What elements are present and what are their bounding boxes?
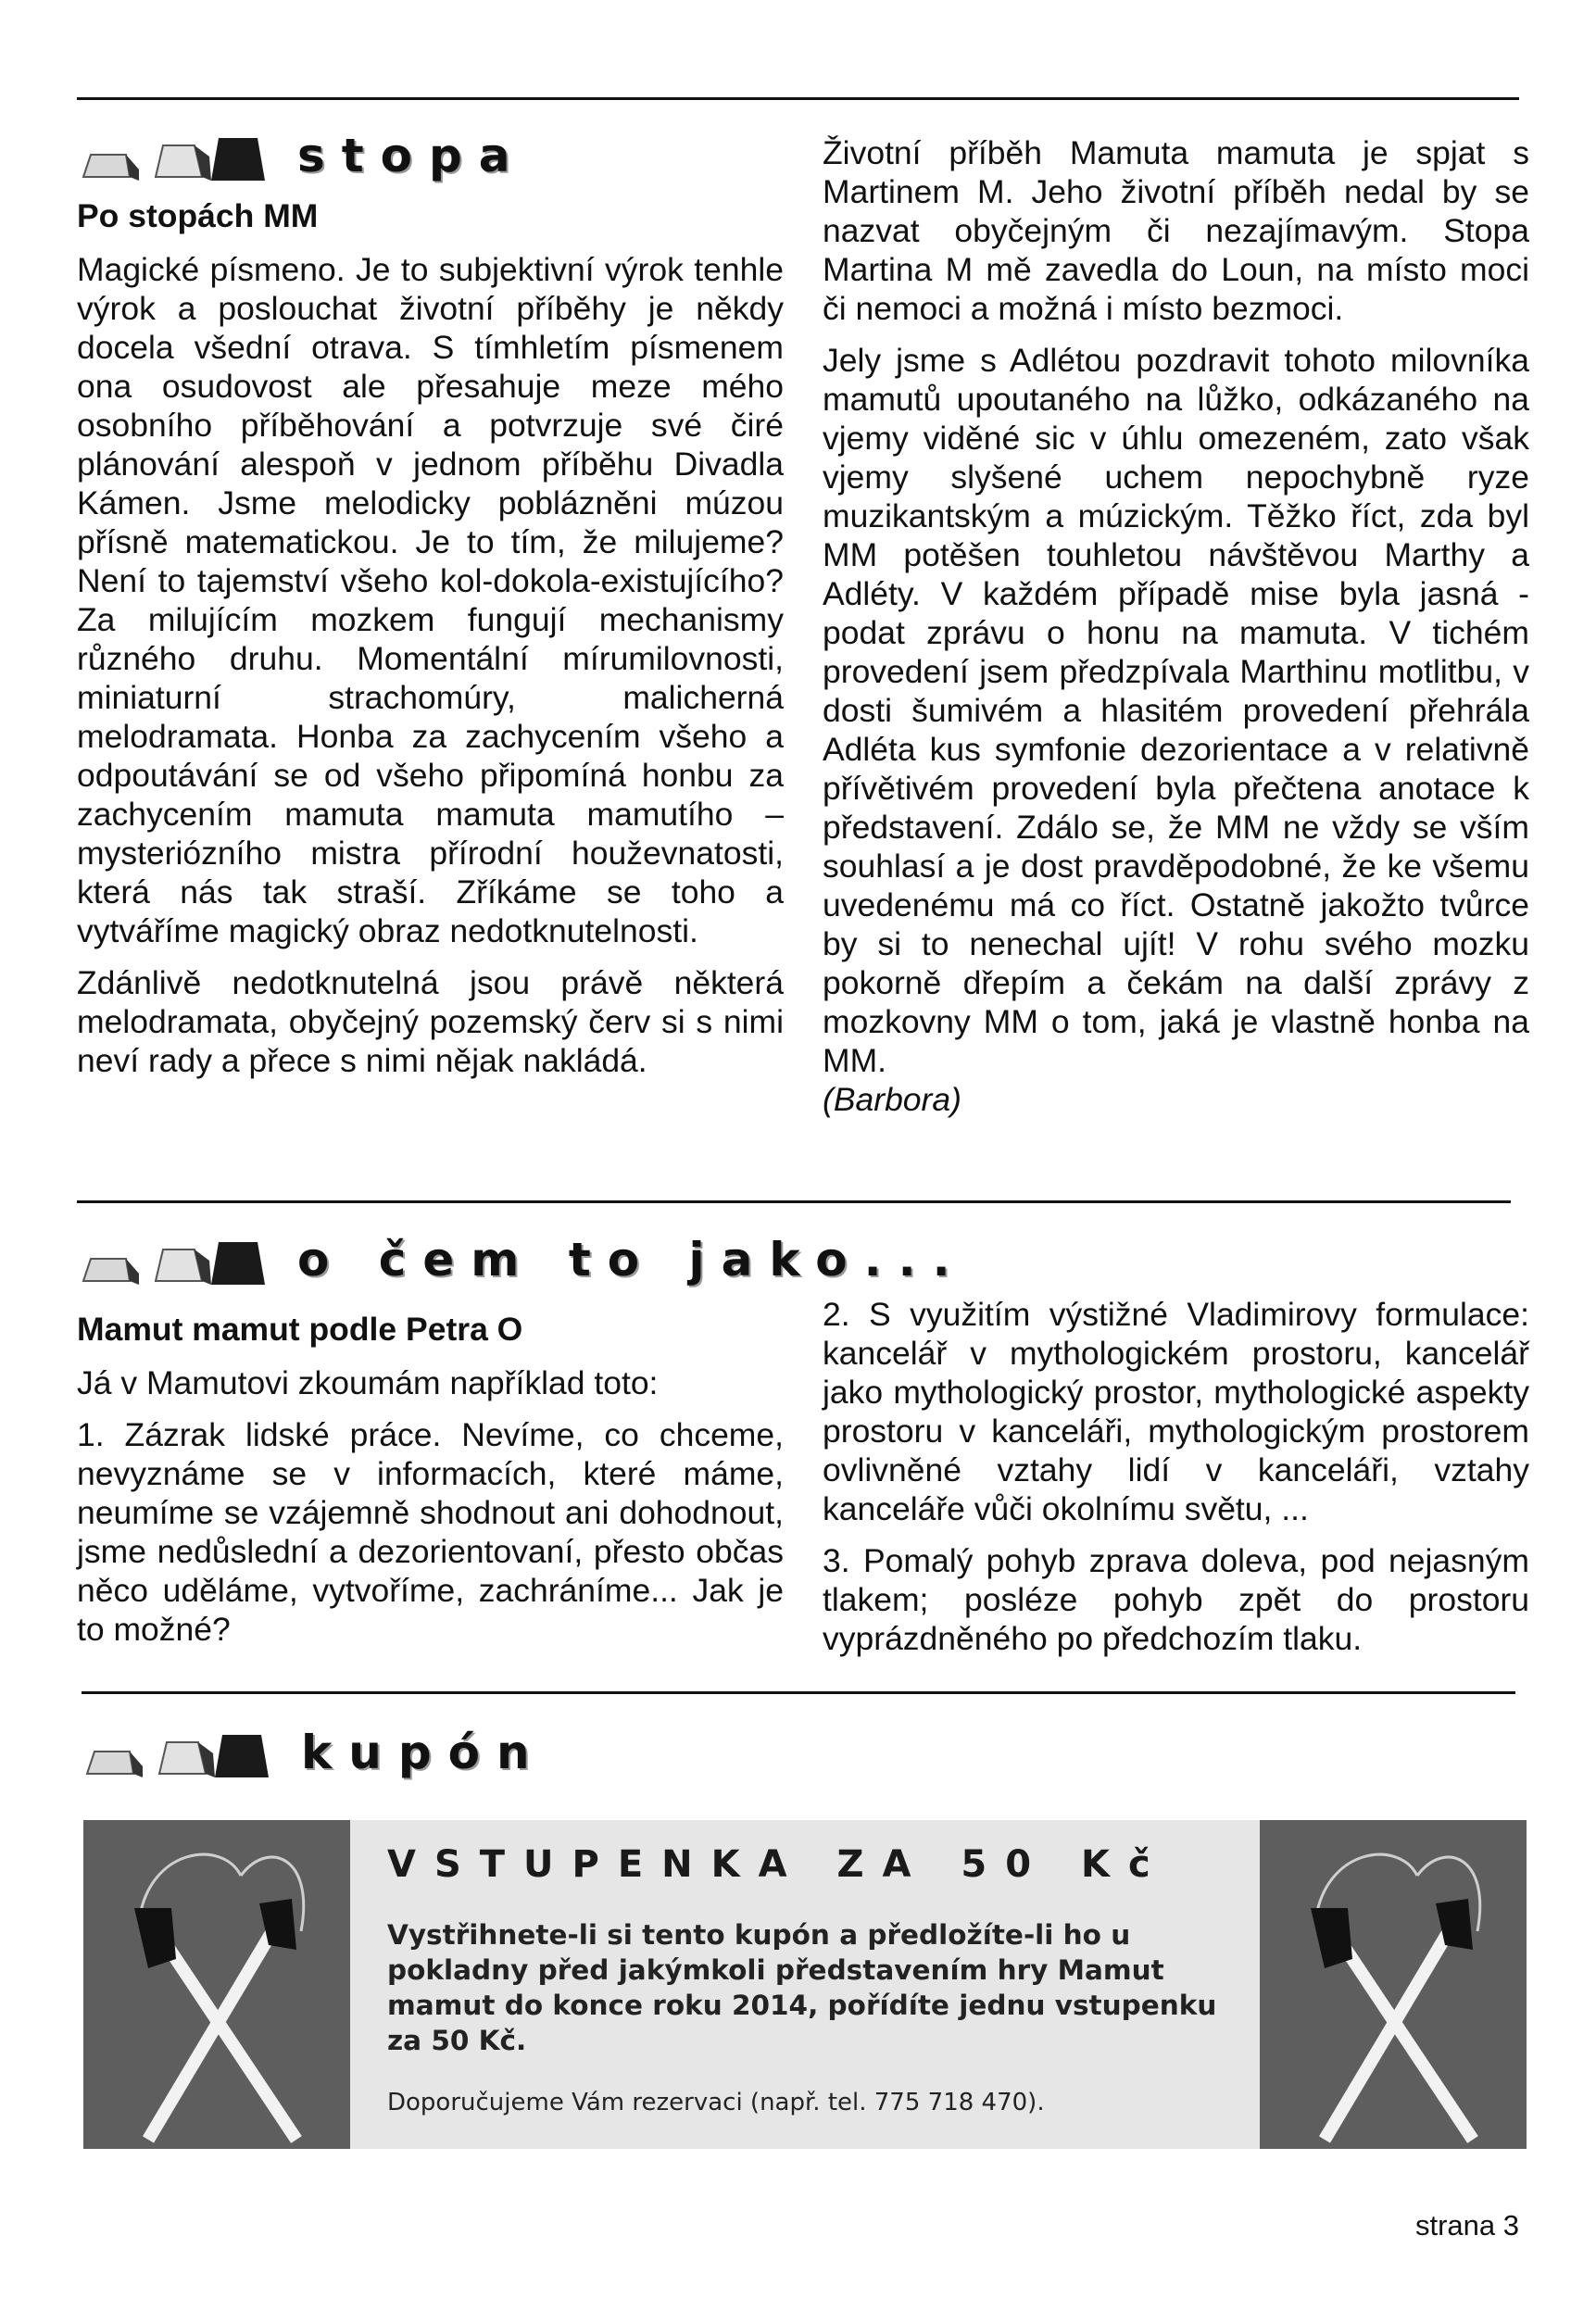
signature: (Barbora) (823, 1081, 961, 1118)
section-header-kupon (85, 1725, 547, 1780)
coupon[interactable] (83, 1820, 1527, 2149)
top-rule (77, 97, 1519, 100)
article-heading: Po stopách MM (77, 197, 319, 234)
decorative-blocks-icon (85, 1726, 294, 1779)
coupon-photo-left (83, 1820, 350, 2149)
ocem-right-column (823, 1295, 1529, 1671)
section-title-kupon: kupón (301, 1726, 547, 1779)
paragraph: 1. Zázrak lidské práce. Nevíme, co chceme, nevyznáme se v informacích, které máme, neumíme se vzájemně shodnout ani dohodnout, jsme nedůslední a dezorientovaní, přesto občas něco uděláme, vytvoříme, zachráníme... Jak je to možné? (77, 1416, 784, 1648)
paragraph: Jely jsme s Adlétou pozdravit tohoto milovníka mamutů upoutaného na lůžko, odkázaného na vjemy viděné sic v úhlu omezeném, zato však vjemy slyšené uchem nepochybně ryze muzikantským a múzickým. Těžko říct, zda byl MM potěšen touhletou návštěvou Marthy a Adléty. V každém případě mise byla jasná - podat zprávu o honu na mamuta. V tichém provedení jsem předzpívala Marthinu motlitbu, v dosti šumivém a hlasitém provedení přehrála Adléta kus symfonie dezorientace a v relativně přívětivém provedení byla přečtena anotace k představení. Zdálo se, že MM ne vždy se vším souhlasí a je dost pravděpodobné, že ke všemu uvedenému má co říct. Ostatně jakožto tvůrce by si to nenechal ujít! V rohu svého mozku pokorně dřepím a čekám na další zprávy z mozkovny MM o tom, jaká je vlastně honba na MM. (823, 342, 1529, 1079)
section-blocks-icon (82, 129, 290, 182)
coupon-body: Vystřihnete-li si tento kupón a předložíte-li ho u pokladny před jakýmkoli představením hry Mamut mamut do konce roku 2014, pořídíte jednu vstupenku za 50 Kč. (387, 1919, 1217, 2056)
crossed-sticks-image (83, 1820, 350, 2149)
section-title-ocem: o čem to jako... (297, 1233, 967, 1287)
stopa-right-column (823, 133, 1529, 1132)
decorative-blocks-icon (82, 129, 290, 182)
section-header-stopa (82, 128, 527, 183)
section-blocks-icon (82, 1233, 290, 1287)
section-title-stopa: stopa (297, 129, 527, 182)
paragraph: Životní příběh Mamuta mamuta je spjat s Martinem M. Jeho životní příběh nedal by se nazvat obyčejným či nezajímavým. Stopa Martina M mě zavedla do Loun, na místo moci či nemoci a možná i místo bezmoci. (823, 134, 1529, 327)
section-blocks-icon (85, 1726, 294, 1779)
section-rule (82, 1691, 1515, 1694)
paragraph: Zdánlivě nedotknutelná jsou právě některá melodramata, obyčejný pozemský červ si s nimi neví rady a přece s nimi nějak nakládá. (77, 964, 784, 1079)
crossed-sticks-image (1260, 1820, 1527, 2149)
stopa-left-column (77, 196, 784, 1093)
section-rule (77, 1200, 1511, 1203)
coupon-note: Doporučujeme Vám rezervaci (např. tel. 775 718 470). (387, 2089, 1045, 2116)
ocem-left-column (77, 1310, 784, 1662)
page-number: strana 3 (1414, 2209, 1519, 2241)
coupon-photo-right (1260, 1820, 1527, 2149)
paragraph: 2. S využitím výstižné Vladimirovy formulace: kancelář v mythologickém prostoru, kancelář jako mythologický prostor, mythologické aspekty prostoru v kanceláři, mythologickým prostorem ovlivněné vztahy lidí v kanceláři, vztahy kanceláře vůči okolnímu světu, ... (823, 1296, 1529, 1527)
paragraph: Já v Mamutovi zkoumám například toto: (77, 1364, 659, 1401)
article-heading: Mamut mamut podle Petra O (77, 1311, 523, 1348)
paragraph: Magické písmeno. Je to subjektivní výrok tenhle výrok a poslouchat životní příběhy je někdy docela všední otrava. S tímhletím písmenem ona osudovost ale přesahuje meze mého osobního příběhování a potvrzuje své čiré plánování alespoň v jednom příběhu Divadla Kámen. Jsme melodicky poblázněni múzou přísně matematickou. Je to tím, že milujeme? Není to tajemství všeho kol-dokola-existujícího? Za milujícím mozkem fungují mechanismy různého druhu. Momentální mírumilovnosti, miniaturní strachomúry, malicherná melodramata. Honba za zachycením všeho a odpoutávání se od všeho připomíná honbu za zachycením mamuta mamuta mamutího – mysteriózního mistra přírodní houževnatosti, která nás tak straší. Zříkáme se toho a vytváříme magický obraz nedotknutelnosti. (77, 251, 784, 949)
coupon-text-area (350, 1820, 1260, 2149)
coupon-title: VSTUPENKA ZA 50 Kč (387, 1843, 1169, 1886)
section-header-ocem (82, 1232, 967, 1287)
paragraph: 3. Pomalý pohyb zprava doleva, pod nejasným tlakem; posléze pohyb zpět do prostoru vyprázdněného po předchozím tlaku. (823, 1542, 1529, 1657)
decorative-blocks-icon (82, 1233, 290, 1287)
